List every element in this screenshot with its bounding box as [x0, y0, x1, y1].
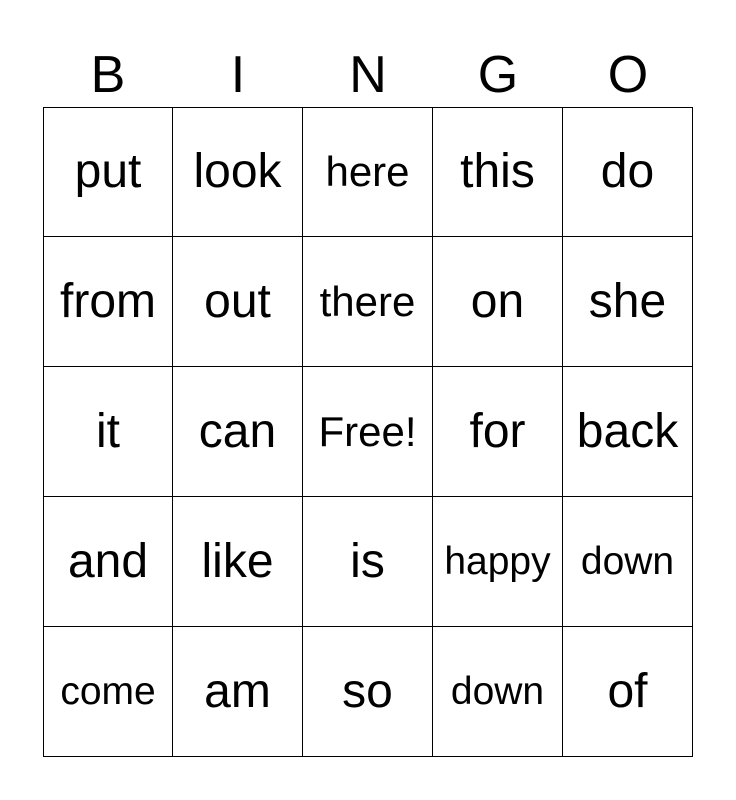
bingo-cell	[433, 367, 563, 497]
bingo-cell	[173, 237, 303, 367]
header-letter-b: B	[90, 46, 126, 104]
cell-word: it	[96, 404, 120, 458]
free-space-cell	[303, 367, 433, 497]
cell-word: like	[201, 534, 274, 588]
bingo-cell	[43, 627, 173, 757]
bingo-cell	[173, 107, 303, 237]
bingo-cell	[563, 627, 693, 757]
free-space-label: Free!	[318, 407, 417, 455]
cell-word: so	[342, 664, 393, 718]
cell-word: happy	[444, 540, 551, 583]
bingo-cell	[303, 107, 433, 237]
header-letter-o: O	[607, 46, 649, 104]
bingo-cell	[433, 237, 563, 367]
bingo-cell	[563, 497, 693, 627]
bingo-cell	[43, 237, 173, 367]
cell-word: for	[469, 404, 526, 458]
cell-word: out	[204, 274, 271, 328]
bingo-cell	[303, 627, 433, 757]
cell-word: can	[198, 404, 277, 458]
cell-word: on	[470, 274, 525, 328]
cell-word: she	[588, 274, 667, 328]
header-letter-n: N	[349, 46, 387, 104]
bingo-cell	[563, 107, 693, 237]
bingo-cell	[433, 107, 563, 237]
cell-word: from	[60, 274, 156, 328]
cell-word: come	[60, 670, 156, 713]
bingo-cell	[303, 237, 433, 367]
bingo-cell	[43, 497, 173, 627]
cell-word: am	[204, 664, 271, 718]
cell-word: of	[607, 664, 648, 718]
header-letter-g: G	[477, 46, 519, 104]
bingo-cell	[433, 627, 563, 757]
cell-word: back	[576, 404, 679, 458]
cell-word: this	[460, 145, 535, 198]
cell-word: look	[193, 145, 282, 198]
bingo-board	[43, 107, 693, 757]
cell-word: is	[350, 534, 385, 588]
bingo-cell	[173, 627, 303, 757]
cell-word: put	[74, 145, 142, 198]
bingo-cell	[43, 367, 173, 497]
cell-word: down	[580, 540, 675, 583]
bingo-cell	[303, 497, 433, 627]
bingo-header	[43, 42, 693, 108]
header-letter-i: I	[230, 46, 246, 104]
bingo-cell	[173, 367, 303, 497]
cell-word: do	[600, 145, 655, 198]
cell-word: down	[450, 670, 545, 713]
cell-word: here	[325, 148, 410, 195]
cell-word: there	[319, 277, 416, 325]
bingo-cell	[563, 237, 693, 367]
cell-word: and	[67, 534, 149, 588]
bingo-cell	[563, 367, 693, 497]
bingo-cell	[43, 107, 173, 237]
bingo-cell	[173, 497, 303, 627]
bingo-cell	[433, 497, 563, 627]
